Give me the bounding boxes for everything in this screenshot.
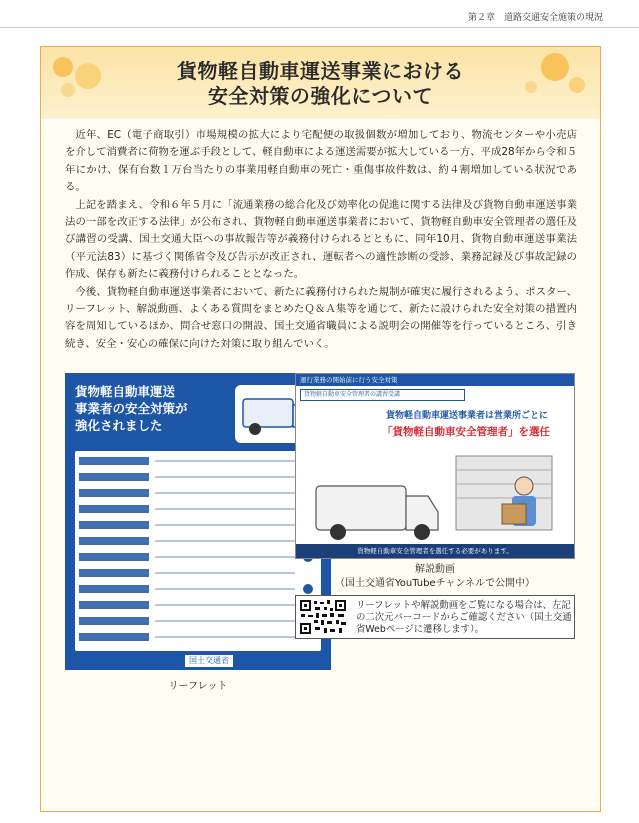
video-message-line2: 「貨物軽自動車安全管理者」を選任 (382, 426, 550, 438)
leaflet-row (79, 569, 149, 577)
leaflet-row (155, 572, 295, 574)
leaflet-row (79, 553, 149, 561)
video-sub-label: 貨物軽自動車安全管理者の講習受講 (300, 389, 465, 401)
paragraph-3: 今後、貨物軽自動車運送事業者において、新たに義務付けられた規制が確実に履行されるよう、ポスター、リーフレット、解説動画、よくある質問をまとめたＱ＆Ａ集等を通じて、新たに設けられた安全対策の措置内容を周知しているほか、問合せ窓口の開設、国土交通省職員による説明会の開催等を行っているところ、引き続き、安全・安心の確保に向けた対策に取り組んでいく。 (65, 285, 577, 350)
leaflet-row (79, 489, 149, 497)
video-message-line1: 貨物軽自動車運送事業者は営業所ごとに (386, 411, 549, 421)
body-text (65, 127, 577, 353)
video-caption-line1: 解説動画 (415, 564, 455, 575)
video-caption (295, 563, 575, 591)
video-caption-line2: （国土交通省YouTubeチャンネルで公開中） (334, 578, 536, 589)
column-title-line2: 安全対策の強化について (207, 84, 434, 108)
leaflet-row (155, 476, 295, 478)
leaflet-row (155, 492, 295, 494)
video-top-label: 運行業務の開始前に行う安全対策 (296, 374, 575, 386)
video-thumbnail (295, 373, 575, 559)
leaflet-title-line3: 強化されました (75, 418, 163, 433)
leaflet-row (79, 633, 149, 641)
paragraph-1: 近年、EC（電子商取引）市場規模の拡大により宅配便の取扱個数が増加しており、物流センターや小売店を介して消費者に荷物を運ぶ手段として、軽自動車による運送需要が拡大している一方、平成28年から令和５年にかけ、保有台数１万台当たりの事業用軽自動車の死亡・重傷事故件数は、約４割増加している状況である。 (65, 129, 577, 194)
title-band (41, 47, 600, 119)
leaflet-title-line2: 事業者の安全対策が (75, 401, 188, 416)
leaflet-row (79, 617, 149, 625)
leaflet-row (155, 588, 295, 590)
qr-code-icon[interactable] (299, 599, 347, 635)
chapter-header: 第２章 道路交通安全施策の現況 (467, 13, 603, 23)
leaflet-image (65, 373, 331, 670)
leaflet-caption: リーフレット (168, 681, 228, 692)
leaflet-row (155, 460, 295, 462)
column-box (40, 46, 601, 812)
leaflet-row (79, 521, 149, 529)
leaflet-row (155, 524, 295, 526)
paragraph-2: 上記を踏まえ、令和６年５月に「流通業務の総合化及び効率化の促進に関する法律及び貨物自動車運送事業法の一部を改正する法律」が公布され、貨物軽自動車運送事業者において、貨物軽自動車安全管理者の選任及び講習の受講、国土交通大臣への事故報告等が義務付けられるとともに、同年10月、貨物自動車運送事業法（平元法83）に基づく関係省令及び告示が改正され、運転者への適性診断の受診、業務記録及び事故記録の作成、保存も新たに義務付けられることとなった。 (65, 198, 577, 281)
leaflet-title (75, 383, 225, 434)
leaflet-row (79, 473, 149, 481)
leaflet-row (155, 508, 295, 510)
leaflet-title-line1: 貨物軽自動車運送 (75, 384, 176, 399)
leaflet-row (155, 540, 295, 542)
header-divider (0, 27, 639, 28)
leaflet-row (155, 556, 295, 558)
qr-notice (295, 595, 575, 639)
leaflet-row (79, 537, 149, 545)
leaflet-row (155, 636, 295, 638)
leaflet-row (79, 601, 149, 609)
column-title-line1: 貨物軽自動車運送事業における (177, 59, 464, 83)
column-title (41, 59, 600, 109)
video-bottom-label: 貨物軽自動車安全管理者を選任する必要があります。 (296, 544, 574, 558)
qr-text-line1: リーフレットや解説動画をご覧になる場合は、左記 (356, 600, 571, 611)
leaflet-row (155, 620, 295, 622)
leaflet-ministry-logo: 国土交通省 (185, 655, 233, 667)
leaflet-row (79, 457, 149, 465)
delivery-illustration (306, 446, 566, 542)
leaflet-row (79, 585, 149, 593)
leaflet-row (155, 604, 295, 606)
leaflet-table (75, 451, 321, 651)
qr-text-line3: 省Webページに遷移します）。 (356, 624, 485, 635)
qr-text-line2: の二次元バーコードからご確認ください（国土交通 (356, 612, 572, 623)
leaflet-row (79, 505, 149, 513)
